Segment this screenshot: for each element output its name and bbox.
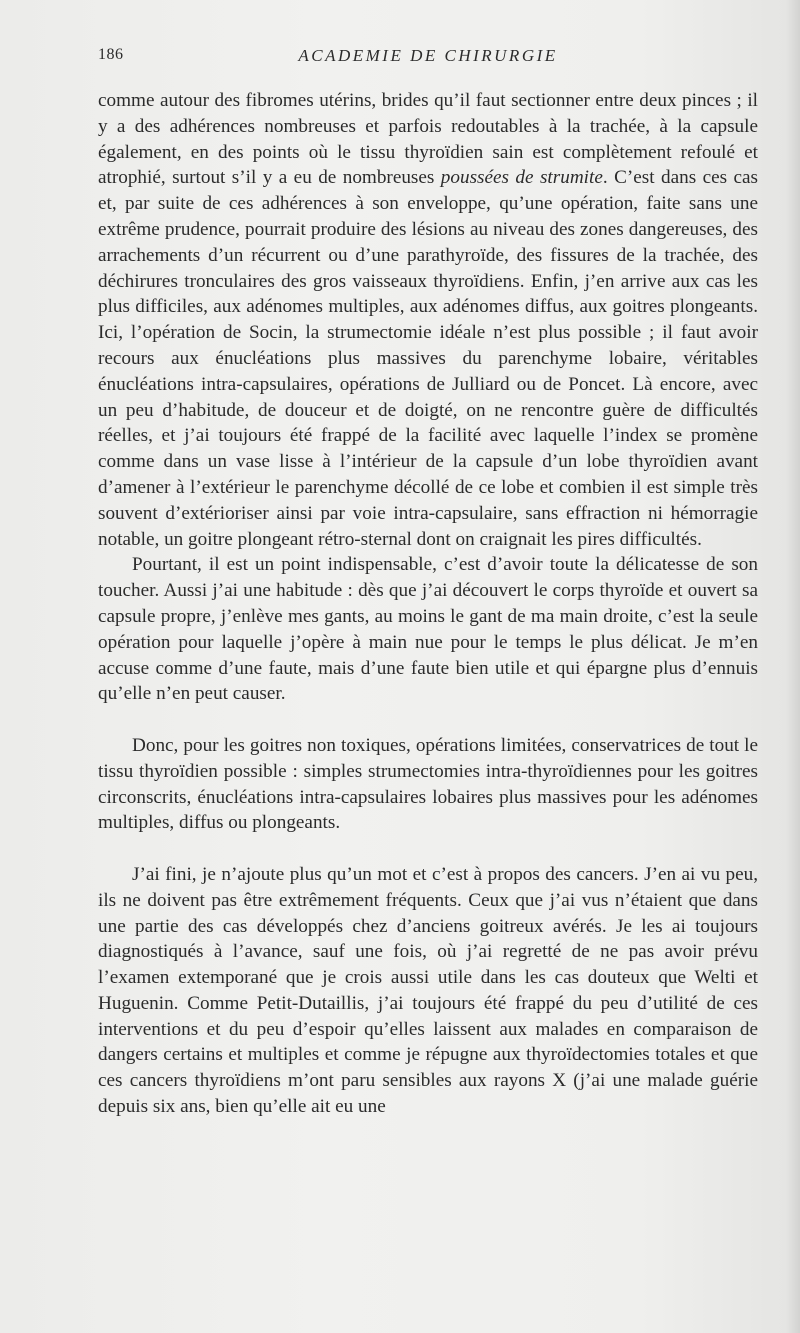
paragraph-3: Donc, pour les goitres non toxiques, opérations limitées, conservatrices de tout le tissu thyroïdien possible : simples strumectomies intra-thyroïdiennes pour les goitres circonscrits, énucléations intra-capsulaires lobaires plus massives pour les adénomes multiples, diffus ou plongeants. [98, 734, 758, 834]
running-head: ACADEMIE DE CHIRURGIE [298, 46, 558, 65]
paragraph-1-part-a: comme autour des fibromes utérins, brides qu’il faut sectionner entre deux pinces ; il y a des adhérences nombreuses et parfois redoutables à la trachée, à la capsule également, en des points où le tissu thyroïdien sain est complètement refoulé et atrophié, surtout s’il y a eu de nombreuses [98, 90, 758, 189]
page-header [98, 46, 758, 70]
page-edge-shadow [786, 0, 800, 1333]
body-text [98, 88, 758, 1120]
italic-phrase: poussées de strumite [440, 167, 603, 189]
paragraph-4: J’ai fini, je n’ajoute plus qu’un mot et c’est à propos des cancers. J’en ai vu peu, ils ne doivent pas être extrêmement fréquents. Ceux que j’ai vus n’étaient que dans une partie des cas développés chez d’anciens goitreux avérés. Je les ai toujours diagnostiqués à l’avance, sauf une fois, où j’ai regretté de ne pas avoir prévu l’examen extemporané que je crois aussi utile dans les cas douteux que Welti et Huguenin. Comme Petit-Dutaillis, j’ai toujours été frappé du peu d’utilité de ces interventions et du peu d’espoir qu’elles laissent aux malades en comparaison de dangers certains et multiples et comme je répugne aux thyroïdectomies totales et que ces cancers thyroïdiens m’ont paru sensibles aux rayons X (j’ai une malade guérie depuis six ans, bien qu’elle ait eu une [98, 863, 758, 1118]
paragraph-1 [98, 88, 758, 552]
paragraph-1-part-b: . C’est dans ces cas et, par suite de ces adhérences à son enveloppe, qu’une opération, faite sans une extrême prudence, pourrait produire des lésions au niveau des zones dangereuses, des arrachements d’un récurrent ou d’une parathyroïde, des fissures de la trachée, des déchirures tronculaires des gros vaisseaux thyroïdiens. Enfin, j’en arrive aux cas les plus difficiles, aux adénomes multiples, aux adénomes diffus, aux goitres plongeants. Ici, l’opération de Socin, la strumectomie idéale n’est plus possible ; il faut avoir recours aux énucléations plus massives du parenchyme lobaire, véritables énucléations intra-capsulaires, opérations de Julliard ou de Poncet. Là encore, avec un peu d’habitude, de douceur et de doigté, on ne rencontre guère de difficultés réelles, et j’ai toujours été frappé de la facilité avec laquelle l’index se promène comme dans un vase lisse à l’intérieur de la capsule d’un lobe thyroïdien avant d’amener à l’extérieur le parenchyme décollé de ce lobe et combien il est simple très souvent d’extérioriser ainsi par voie intra-capsulaire, sans effraction ni hémorragie notable, un goitre plongeant rétro-sternal dont on craignait les pires difficultés. [98, 167, 758, 550]
page-number: 186 [98, 46, 124, 63]
paragraph-2: Pourtant, il est un point indispensable, c’est d’avoir toute la délicatesse de son toucher. Aussi j’ai une habitude : dès que j’ai découvert le corps thyroïde et ouvert sa capsule propre, j’enlève mes gants, au moins le gant de ma main droite, c’est la seule opération pour laquelle j’opère à main nue pour le temps le plus délicat. Je m’en accuse comme d’une faute, mais d’une faute bien utile et qui épargne plus d’ennuis qu’elle n’en peut causer. [98, 554, 758, 705]
